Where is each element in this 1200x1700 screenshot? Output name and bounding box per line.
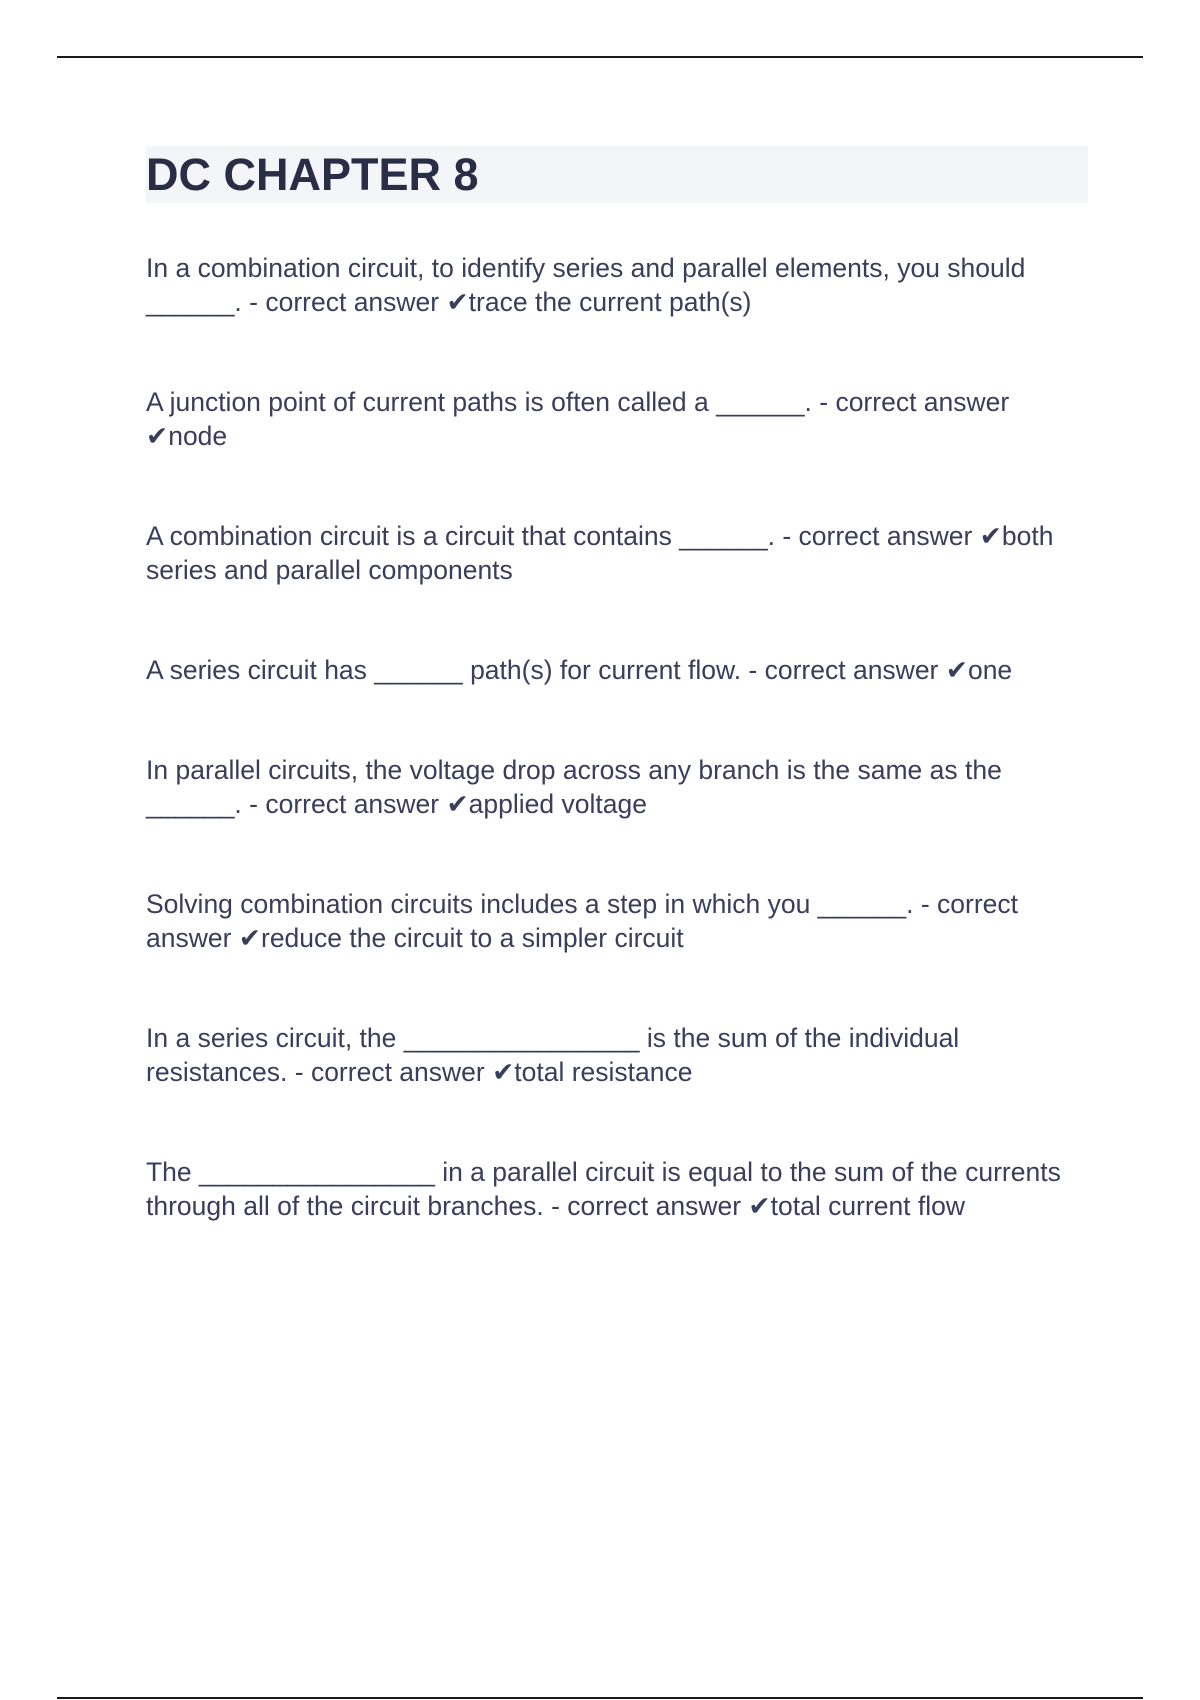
qa-item-3: A combination circuit is a circuit that contains ______. - correct answer ✔both series and parallel components [146, 521, 1054, 585]
qa-list [146, 251, 1088, 1223]
qa-item-2: A junction point of current paths is often called a ______. - correct answer ✔node [146, 387, 1010, 451]
qa-item-4: A series circuit has ______ path(s) for current flow. - correct answer ✔one [146, 655, 1013, 685]
document-body [146, 146, 1088, 1223]
qa-item-7: In a series circuit, the ________________ is the sum of the individual resistances. - correct answer ✔total resistance [146, 1023, 960, 1087]
title-band [146, 146, 1088, 203]
bottom-rule [57, 1697, 1143, 1699]
qa-item-5: In parallel circuits, the voltage drop across any branch is the same as the ______. - correct answer ✔applied voltage [146, 755, 1002, 819]
qa-item-6: Solving combination circuits includes a step in which you ______. - correct answer ✔reduce the circuit to a simpler circuit [146, 889, 1019, 953]
qa-item-8: The ________________ in a parallel circuit is equal to the sum of the currents through all of the circuit branches. - correct answer ✔total current flow [146, 1157, 1061, 1221]
qa-item-1: In a combination circuit, to identify series and parallel elements, you should ______. - correct answer ✔trace the current path(s) [146, 253, 1026, 317]
page-title: DC CHAPTER 8 [146, 149, 479, 200]
top-rule [57, 56, 1143, 58]
